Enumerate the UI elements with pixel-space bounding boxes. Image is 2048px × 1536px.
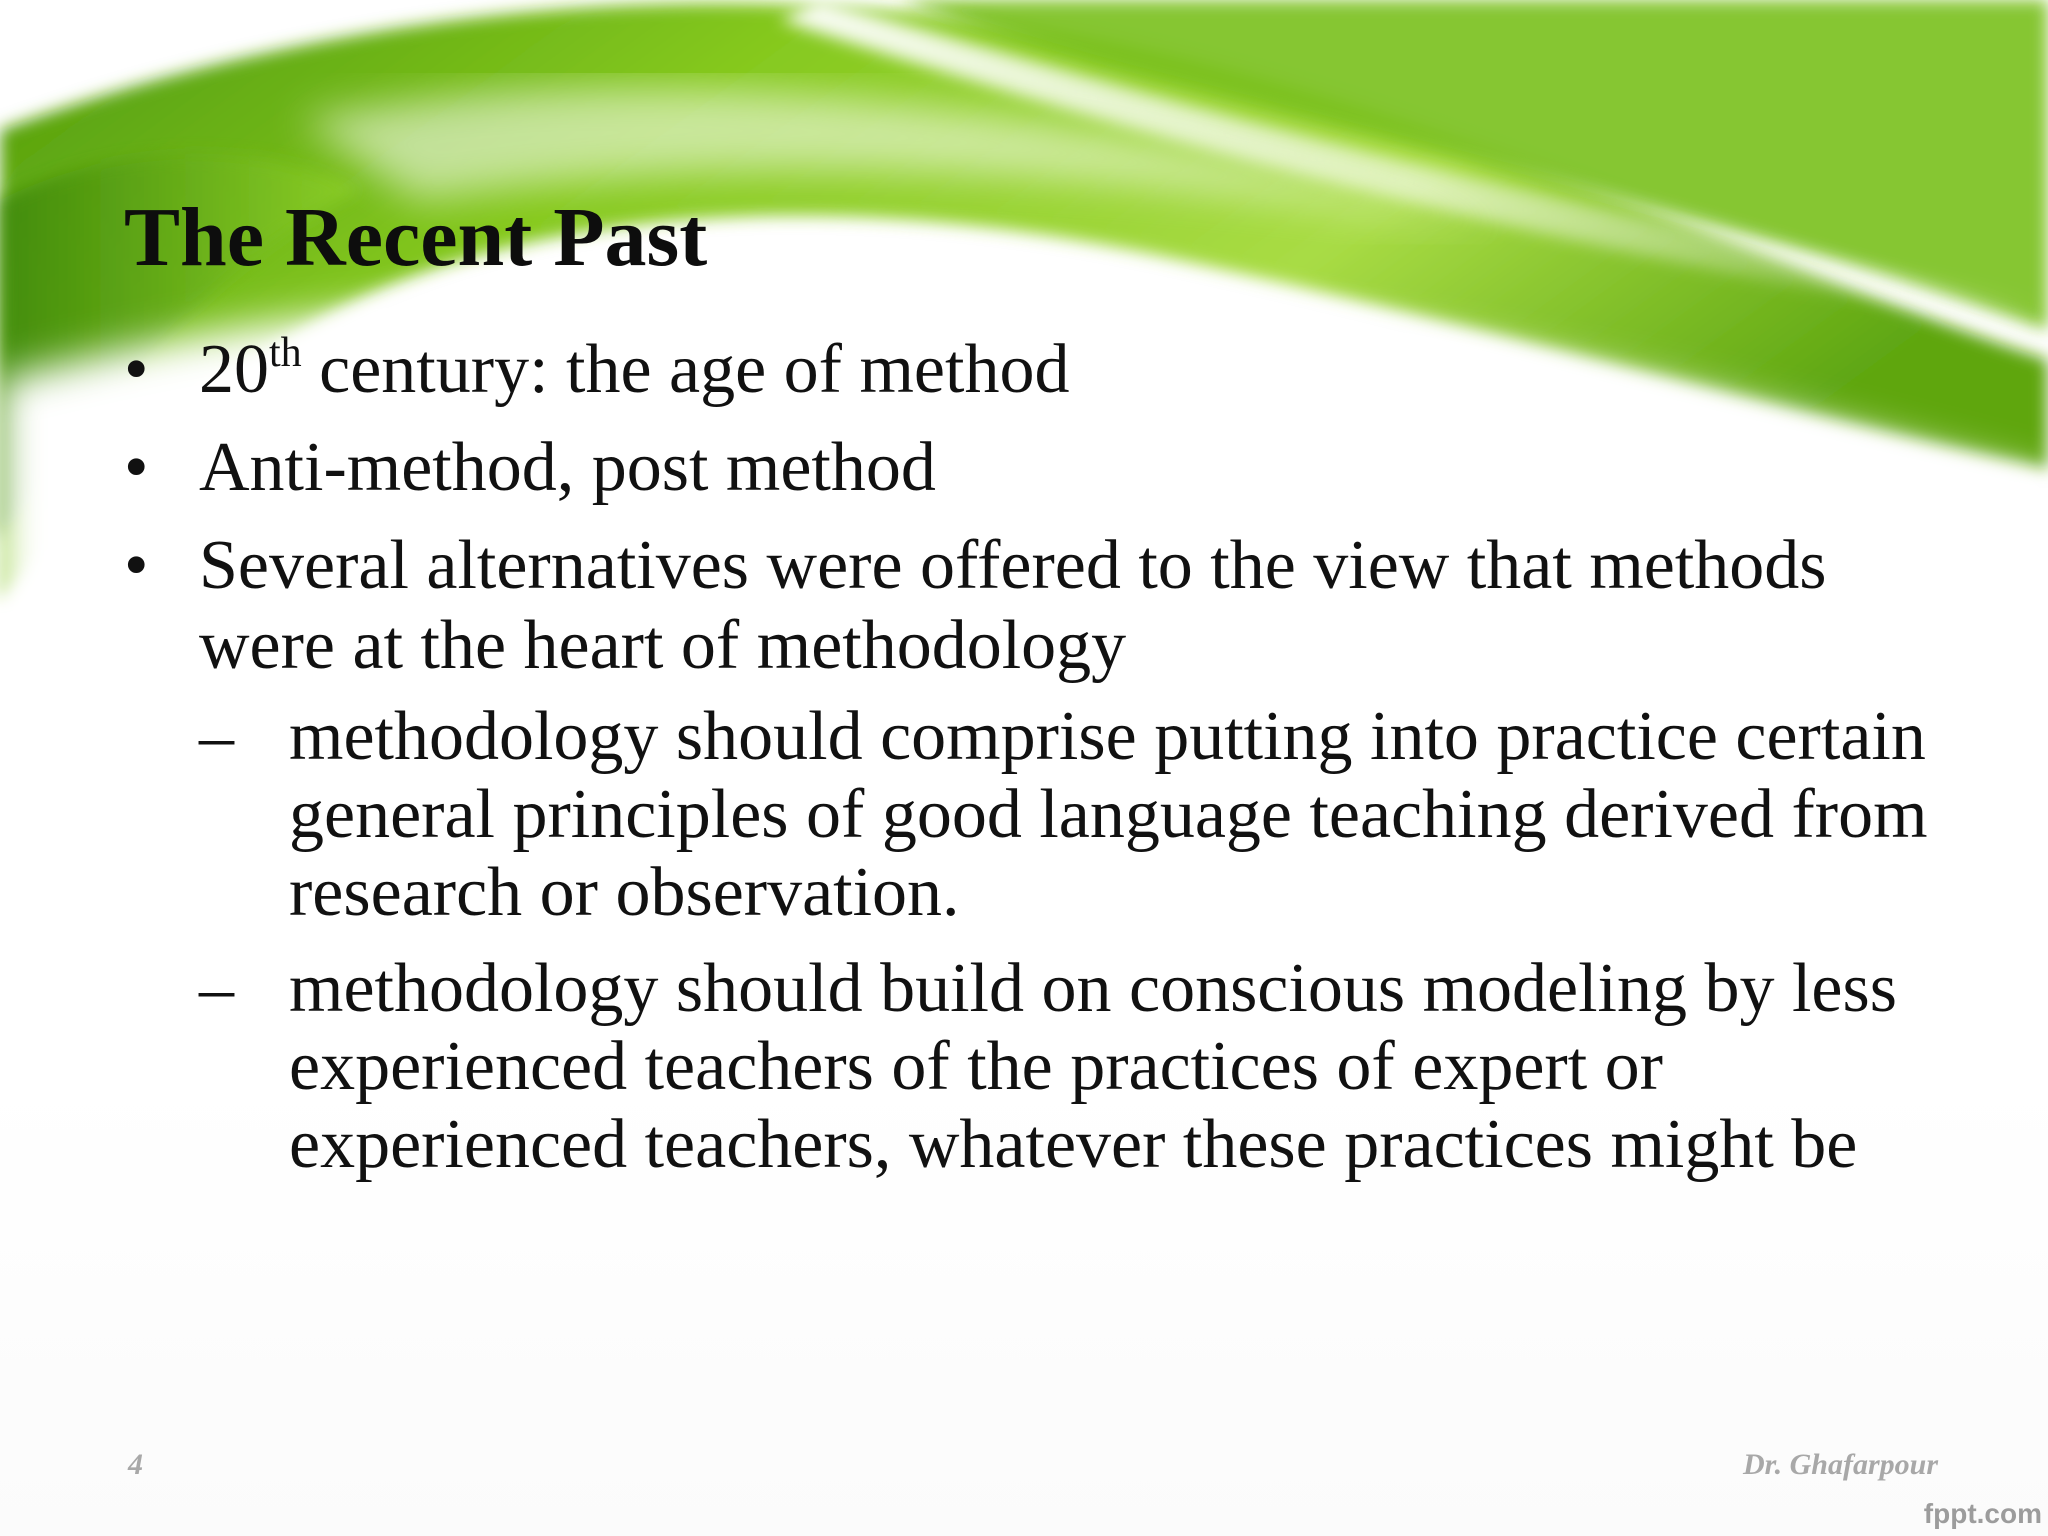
bullet-marker: • (124, 331, 149, 408)
watermark-text: fppt.com (1923, 1498, 2042, 1529)
sub-bullet-list (199, 698, 1934, 1184)
sub-bullet-item (199, 698, 1979, 932)
bullet-item (124, 330, 1934, 410)
superscript-ordinal: th (269, 329, 302, 376)
bullet-list (124, 330, 1934, 1202)
bullet-marker: • (124, 527, 149, 604)
bullet-text: Several alternatives were offered to the view that methods were at the heart of methodology (199, 527, 1827, 684)
slide-number: 4 (128, 1448, 143, 1481)
bullet-text: Anti-method, post method (199, 429, 936, 506)
bullet-item (124, 526, 1934, 686)
bullet-text-prefix: 20 (199, 331, 269, 408)
sub-bullet-item (199, 950, 1979, 1184)
bullet-marker: • (124, 429, 149, 506)
slide-title: The Recent Past (124, 191, 708, 284)
sub-bullet-marker: – (199, 950, 234, 1027)
bullet-text: century: the age of method (301, 331, 1070, 408)
sub-bullet-marker: – (199, 698, 234, 775)
sub-bullet-text: methodology should build on conscious modeling by less experienced teachers of the practices of expert or experienced teachers, whatever these practices might be (289, 950, 1897, 1183)
bullet-item (124, 428, 1934, 508)
sub-bullet-text: methodology should comprise putting into practice certain general principles of good language teaching derived from research or observation. (289, 698, 1928, 931)
author-name: Dr. Ghafarpour (1742, 1448, 1938, 1481)
